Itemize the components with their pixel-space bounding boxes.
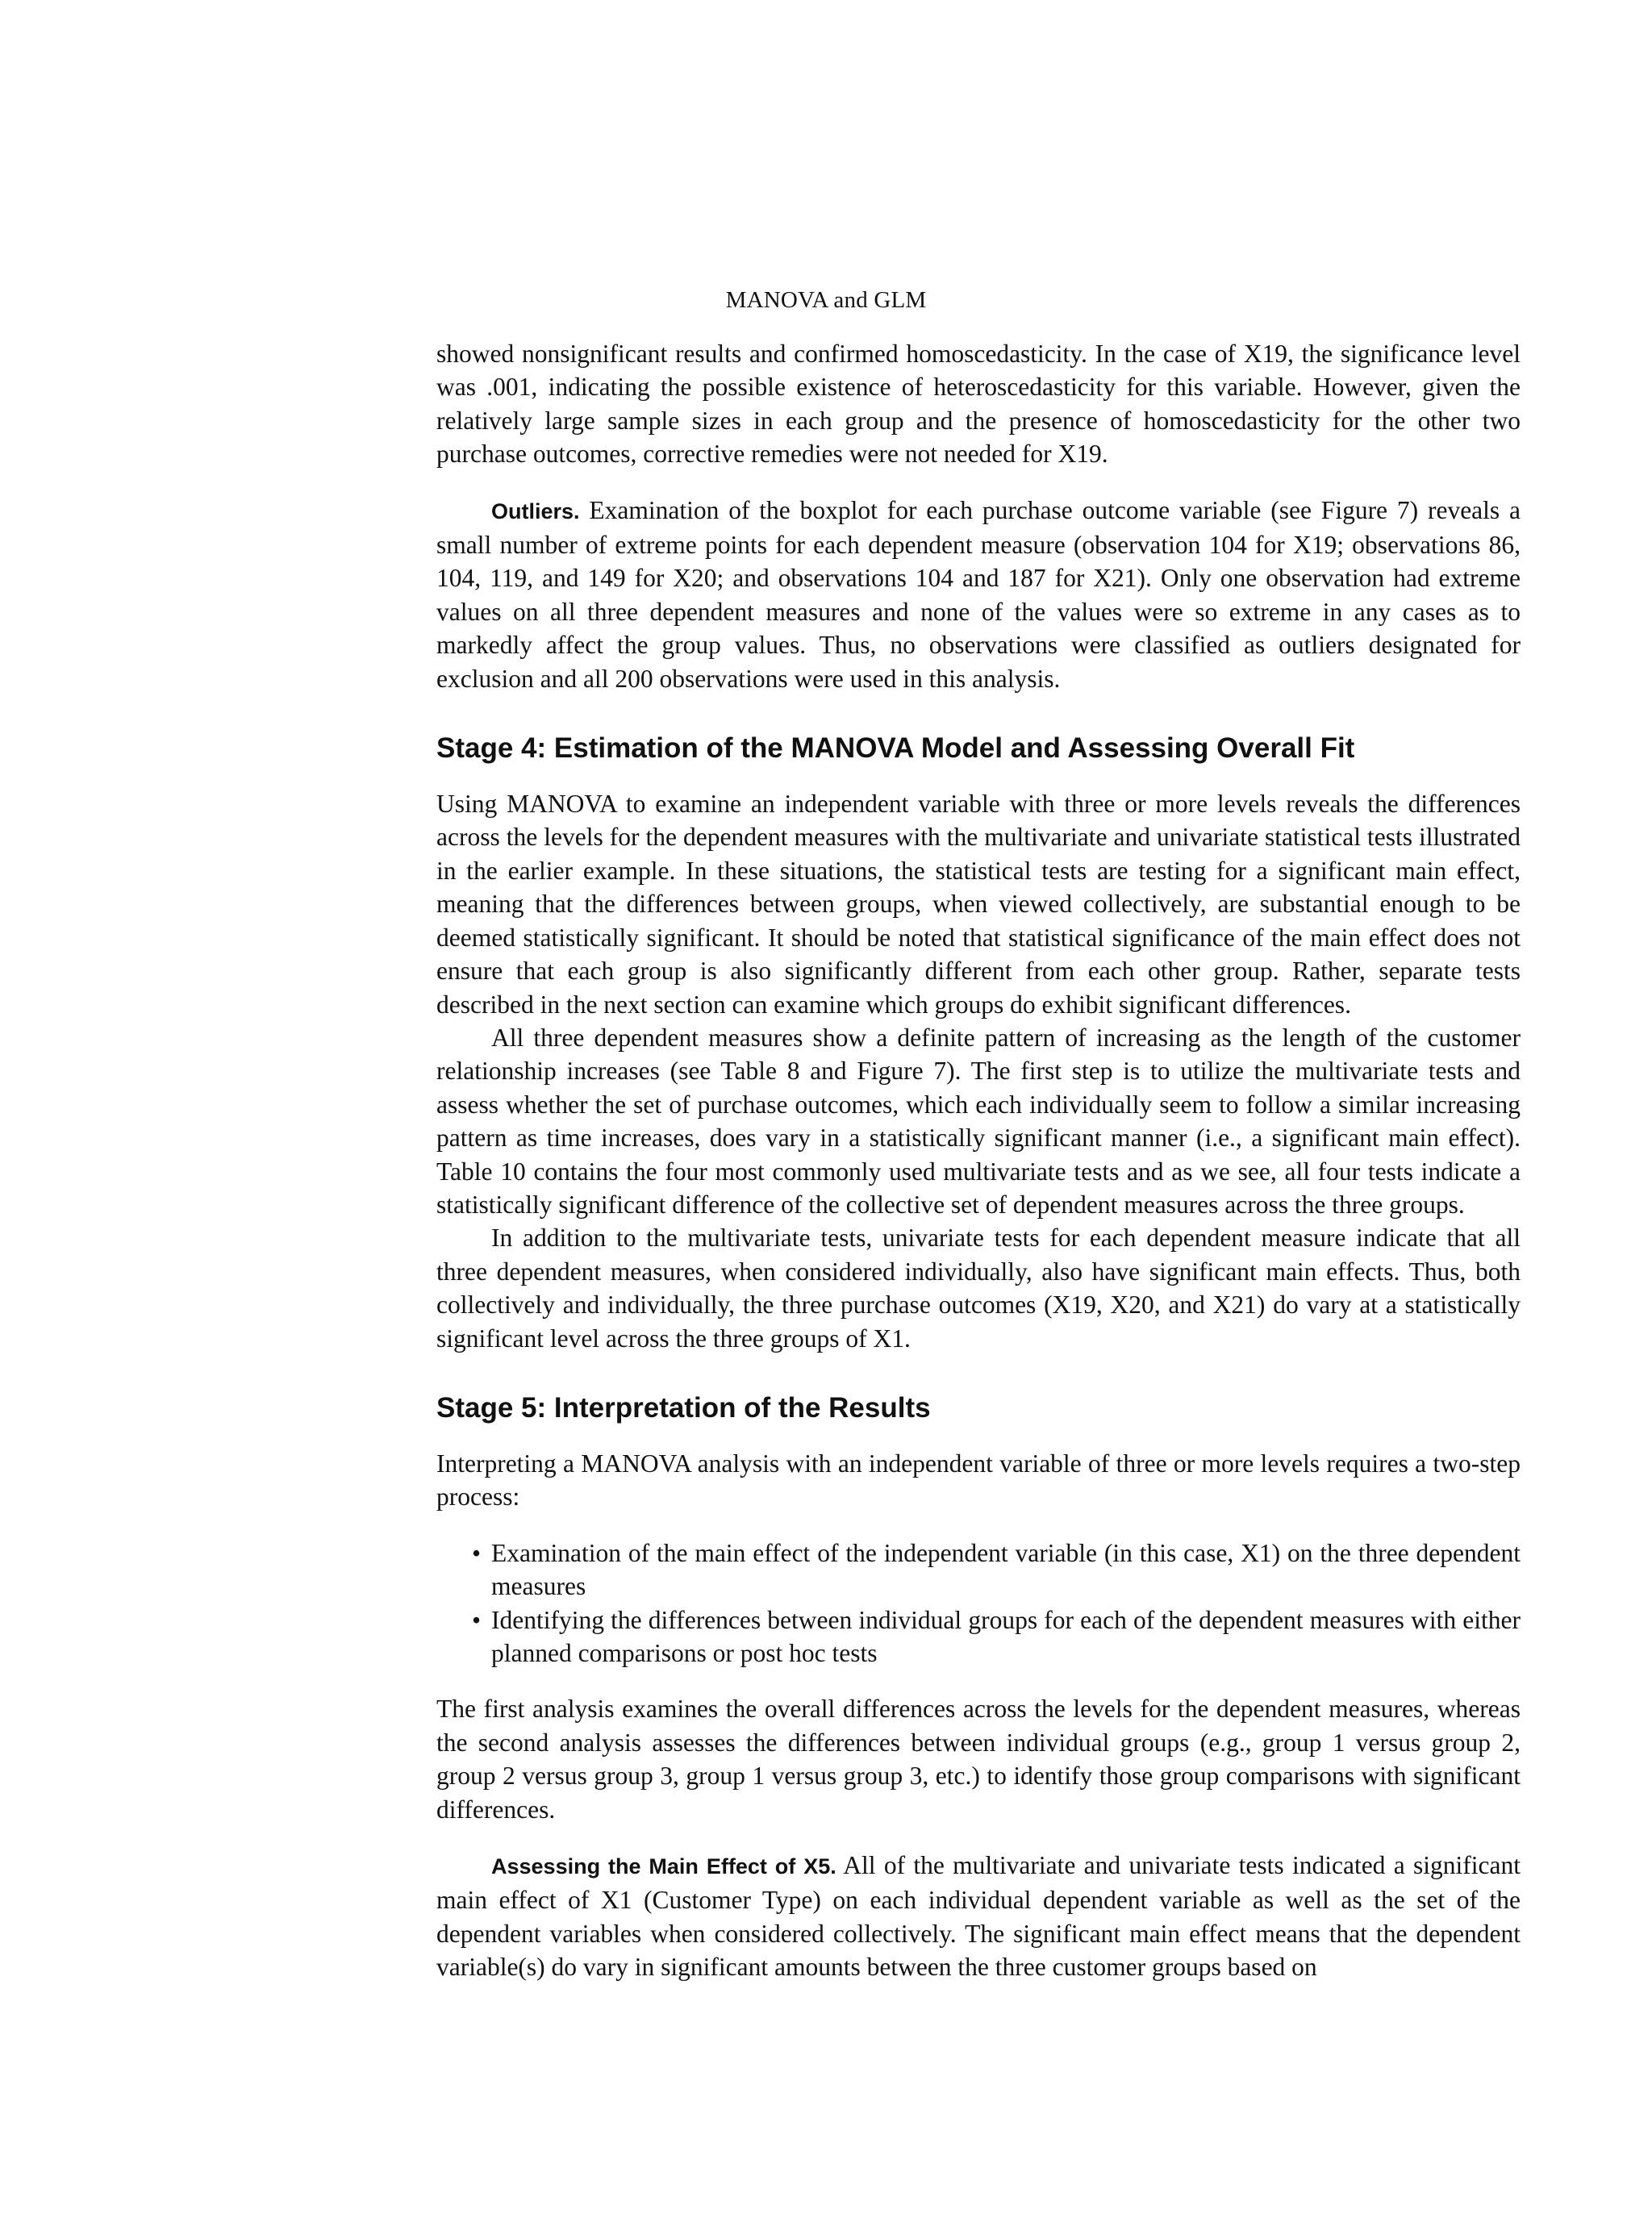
paragraph-homoscedasticity: showed nonsignificant results and confirmed homoscedasticity. In the case of X19, the significance level was .001, indicating the possible existence of heteroscedasticity for this variable. However, given the relatively large sample sizes in each group and the presence of homoscedasticity for the other two purchase outcomes, corrective remedies were not needed for X19. — [436, 340, 1521, 469]
stage4-paragraph-3: In addition to the multivariate tests, univariate tests for each dependent measure indicate that all three dependent measures, when considered individually, also have significant main effects. Thus, both collectively and individually, the three purchase outcomes (X19, X20, and X21) do vary at a statistically significant level across the three groups of X1. — [436, 1224, 1521, 1353]
bullet-icon: • — [472, 1605, 482, 1634]
list-item — [436, 1537, 1521, 1603]
two-step-list — [436, 1537, 1521, 1670]
list-item-text: Identifying the differences between individual groups for each of the dependent measures with either planned comparisons or post hoc tests — [491, 1605, 1521, 1667]
outliers-run-in-heading: Outliers. — [491, 498, 580, 523]
main-effect-text: All of the multivariate and univariate tests indicated a significant main effect of X1 (Customer Type) on each individual dependent variable as well as the set of the dependent variables when considered collectively. The significant main effect means that the dependent variable(s) do vary in significant amounts between the three customer groups based on — [436, 1851, 1521, 1982]
running-head: MANOVA and GLM — [725, 287, 927, 313]
bullet-icon: • — [472, 1538, 482, 1567]
stage4-heading: Stage 4: Estimation of the MANOVA Model and Assessing Overall Fit — [436, 732, 1355, 765]
stage5-paragraph-2: The first analysis examines the overall differences across the levels for the dependent measures, whereas the second analysis assesses the differences between individual groups (e.g., group 1 versus group 2, group 2 versus group 3, group 1 versus group 3, etc.) to identify those group comparisons with significant differences. — [436, 1695, 1521, 1824]
stage5-heading: Stage 5: Interpretation of the Results — [436, 1391, 931, 1424]
outliers-text: Examination of the boxplot for each purchase outcome variable (see Figure 7) reveals a small number of extreme points for each dependent measure (observation 104 for X19; observations 86, 104, 119, and 149 for X20; and observations 104 and 187 for X21). Only one observation had extreme values on all three dependent measures and none of the values were so extreme in any cases as to markedly affect the group values. Thus, no observations were classified as outliers designated for exclusion and all 200 observations were used in this analysis. — [436, 495, 1521, 693]
main-effect-run-in-heading: Assessing the Main Effect of X5. — [491, 1854, 836, 1879]
text-column — [436, 337, 1521, 1984]
stage4-paragraph-2: All three dependent measures show a definite pattern of increasing as the length of the customer relationship increases (see Table 8 and Figure 7). The first step is to utilize the multivariate tests and assess whether the set of purchase outcomes, which each individually seem to follow a similar increasing pattern as time increases, does vary in a statistically significant manner (i.e., a significant main effect). Table 10 contains the four most commonly used multivariate tests and as we see, all four tests indicate a statistically significant difference of the collective set of dependent measures across the three groups. — [436, 1023, 1521, 1219]
stage4-paragraph-1: Using MANOVA to examine an independent variable with three or more levels reveals the differences across the levels for the dependent measures with the multivariate and univariate statistical tests illustrated in the earlier example. In these situations, the statistical tests are testing for a significant main effect, meaning that the differences between groups, when viewed collectively, are substantial enough to be deemed statistically significant. It should be noted that statistical significance of the main effect does not ensure that each group is also significantly different from each other group. Rather, separate tests described in the next section can examine which groups do exhibit significant differences. — [436, 790, 1521, 1019]
paragraph-main-effect — [436, 1849, 1521, 1984]
list-item-text: Examination of the main effect of the independent variable (in this case, X1) on the three dependent measures — [491, 1538, 1521, 1601]
stage5-intro: Interpreting a MANOVA analysis with an independent variable of three or more levels requires a two-step process: — [436, 1449, 1521, 1512]
paragraph-outliers — [436, 494, 1521, 695]
list-item — [436, 1603, 1521, 1670]
